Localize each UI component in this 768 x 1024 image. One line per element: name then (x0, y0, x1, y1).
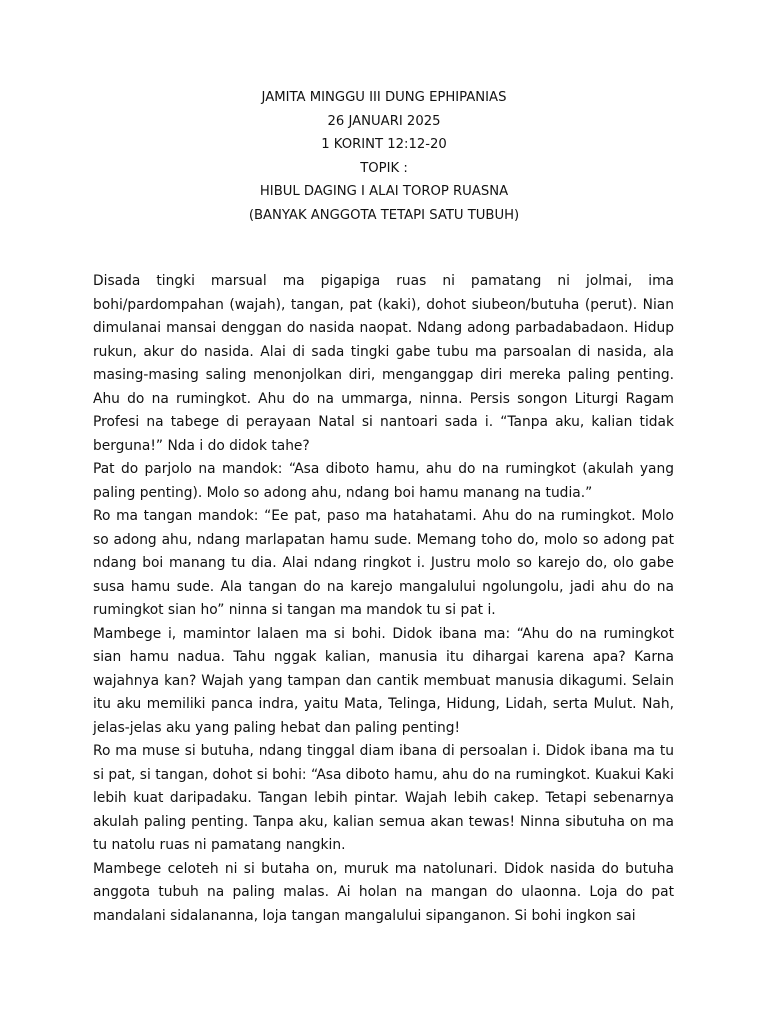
paragraph: Mambege i, mamintor lalaen ma si bohi. Didok ibana ma: “Ahu do na rumingkot sian hamu nadua. Tahu nggak kalian, manusia itu dihargai karena apa? Karna wajahnya kan? Wajah yang tampan dan cantik membuat manusia dikagumi. Selain itu aku memiliki panca indra, yaitu Mata, Telinga, Hidung, Lidah, serta Mulut. Nah, jelas-jelas aku yang paling hebat dan paling penting! (93, 625, 674, 736)
sermon-header (0, 86, 768, 227)
topic-label: TOPIK : (360, 160, 408, 176)
paragraph: Ro ma tangan mandok: “Ee pat, paso ma hatahatami. Ahu do na rumingkot. Molo so adong ahu, ndang marlapatan hamu sude. Memang toho do, molo so adong pat ndang boi manang tu dia. Alai ndang ringkot i. Justru molo so karejo do, olo gabe susa hamu sude. Ala tangan do na karejo mangalului ngolungolu, jadi ahu do na rumingkot sian ho” ninna si tangan ma mandok tu si pat i. (93, 508, 674, 618)
sermon-date: 26 JANUARI 2025 (327, 113, 441, 129)
sermon-title: JAMITA MINGGU III DUNG EPHIPANIAS (261, 90, 507, 105)
paragraph: Ro ma muse si butuha, ndang tinggal diam ibana di persoalan i. Didok ibana ma tu si pat, si tangan, dohot si bohi: “Asa diboto hamu, ahu do na rumingkot. Kuakui Kaki lebih kuat daripadaku. Tangan lebih pintar. Wajah lebih cakep. Tetapi sebenarnya akulah paling penting. Tanpa aku, kalian semua akan tewas! Ninna sibutuha on ma tu natolu ruas ni pamatang nangkin. (93, 743, 674, 853)
topic-translation: (BANYAK ANGGOTA TETAPI SATU TUBUH) (248, 207, 520, 223)
paragraph: Pat do parjolo na mandok: “Asa diboto hamu, ahu do na rumingkot (akulah yang paling penting). Molo so adong ahu, ndang boi hamu manang na tudia.” (93, 461, 674, 501)
scripture-reference: 1 KORINT 12:12-20 (321, 137, 447, 152)
paragraph: Disada tingki marsual ma pigapiga ruas ni pamatang ni jolmai, ima bohi/pardompahan (wajah), tangan, pat (kaki), dohot siubeon/butuha (perut). Nian dimulanai mansai denggan do nasida naopat. Ndang adong parbadabadaon. Hidup rukun, akur do nasida. Alai di sada tingki gabe tubu ma parsoalan di nasida, ala masing-masing saling menonjolkan diri, menganggap diri mereka paling penting. Ahu do na rumingkot. Ahu do na ummarga, ninna. Persis songon Liturgi Ragam Profesi na tabege di perayaan Natal si nantoari sada i. “Tanpa aku, kalian tidak berguna!” Nda i do didok tahe? (93, 273, 674, 454)
sermon-body (93, 270, 674, 928)
paragraph: Mambege celoteh ni si butaha on, muruk ma natolunari. Didok nasida do butuha anggota tubuh na paling malas. Ai holan na mangan do ulaonna. Loja do pat mandalani sidalananna, loja tangan mangalului sipanganon. Si bohi ingkon sai (93, 860, 674, 924)
topic-title: HIBUL DAGING I ALAI TOROP RUASNA (259, 184, 509, 199)
